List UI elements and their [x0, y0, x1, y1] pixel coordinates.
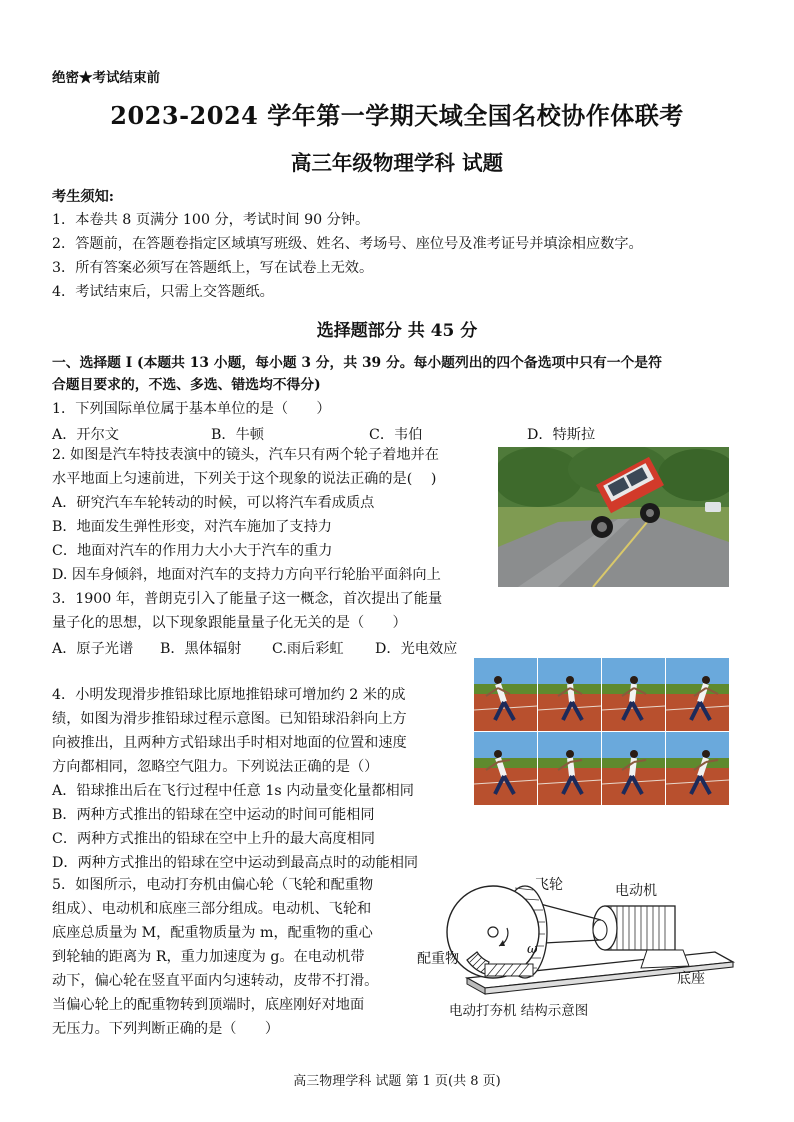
q1-option-d: D．特斯拉 [527, 427, 596, 443]
q5-stem-line: 底座总质量为 M，配重物质量为 m，配重物的重心 [52, 925, 373, 941]
q4-option-c: C．两种方式推出的铅球在空中上升的最大高度相同 [52, 831, 375, 847]
q3-stem-line: 量子化的思想，以下现象跟能量量子化无关的是（ ） [52, 615, 407, 631]
label-flywheel: 飞轮 [535, 877, 563, 893]
q2-stem-line: 2. 如图是汽车特技表演中的镜头，汽车只有两个轮子着地并在 [52, 447, 439, 463]
notice-item: 4．考试结束后，只需上交答题纸。 [52, 284, 274, 300]
exam-title: 2023-2024 学年第一学期天域全国名校协作体联考 [110, 101, 684, 130]
part-instructions-cont: 合题目要求的，不选、多选、错选均不得分) [52, 377, 321, 393]
q1-option-b: B．牛顿 [211, 427, 264, 443]
q5-stem-line: 动下，偏心轮在竖直平面内匀速转动，皮带不打滑。 [52, 973, 379, 989]
q4-option-d: D．两种方式推出的铅球在空中运动到最高点时的动能相同 [52, 855, 419, 871]
q2-option-a: A．研究汽车车轮转动的时候，可以将汽车看成质点 [52, 495, 375, 511]
q5-stem-line: 无压力。下列判断正确的是（ ） [52, 1021, 280, 1037]
q1-option-c: C．韦伯 [369, 427, 423, 443]
page-footer: 高三物理学科 试题 第 1 页(共 8 页) [293, 1074, 501, 1089]
q3-option-c: C.雨后彩虹 [272, 641, 344, 657]
q1-option-a: A．开尔文 [52, 427, 119, 443]
q5-stem-line: 5．如图所示，电动打夯机由偏心轮（飞轮和配重物 [52, 877, 374, 893]
q2-option-b: B．地面发生弹性形变，对汽车施加了支持力 [52, 519, 332, 535]
q3-stem-line: 3．1900 年，普朗克引入了能量子这一概念，首次提出了能量 [52, 591, 443, 607]
label-base: 底座 [677, 971, 705, 987]
figure-caption: 电动打夯机 结构示意图 [449, 1003, 589, 1019]
car-stunt-photo [498, 447, 729, 587]
notice-heading: 考生须知: [52, 189, 114, 205]
q2-stem-line: 水平地面上匀速前进，下列关于这个现象的说法正确的是( ) [52, 471, 437, 487]
notice-item: 3．所有答案必须写在答题纸上，写在试卷上无效。 [52, 260, 374, 276]
q4-stem-line: 绩，如图为滑步推铅球过程示意图。已知铅球沿斜向上方 [52, 711, 407, 727]
confidential-mark: 绝密★考试结束前 [52, 70, 160, 86]
q5-stem-line: 到轮轴的距离为 R，重力加速度为 g。在电动机带 [52, 949, 365, 965]
q4-option-a: A．铅球推出后在飞行过程中任意 1s 内动量变化量都相同 [52, 783, 414, 799]
tamper-diagram [415, 870, 745, 1030]
label-omega: ω [527, 942, 538, 957]
q3-option-b: B．黑体辐射 [160, 641, 242, 657]
q3-option-a: A．原子光谱 [52, 641, 134, 657]
exam-subtitle: 高三年级物理学科 试题 [290, 151, 504, 175]
q4-stem-line: 方向都相同，忽略空气阻力。下列说法正确的是（） [52, 759, 379, 775]
notice-item: 2．答题前，在答题卷指定区域填写班级、姓名、考场号、座位号及准考证号并填涂相应数字。 [52, 236, 643, 252]
q2-option-c: C．地面对汽车的作用力大小大于汽车的重力 [52, 543, 333, 559]
q4-option-b: B．两种方式推出的铅球在空中运动的时间可能相同 [52, 807, 375, 823]
q3-option-d: D．光电效应 [375, 641, 458, 657]
notice-item: 1．本卷共 8 页满分 100 分，考试时间 90 分钟。 [52, 212, 370, 228]
label-counterweight: 配重物 [417, 951, 459, 967]
q2-option-d: D. 因车身倾斜，地面对汽车的支持力方向平行轮胎平面斜向上 [52, 567, 441, 583]
part-instructions: 一、选择题 I (本题共 13 小题，每小题 3 分，共 39 分。每小题列出的四个备选项中只有一个是符 [52, 355, 662, 371]
q1-stem: 1．下列国际单位属于基本单位的是（ ） [52, 401, 331, 417]
q4-stem-line: 4．小明发现滑步推铅球比原地推铅球可增加约 2 米的成 [52, 687, 406, 703]
q5-stem-line: 当偏心轮上的配重物转到顶端时，底座刚好对地面 [52, 997, 365, 1013]
section-title: 选择题部分 共 45 分 [316, 321, 478, 341]
label-motor: 电动机 [615, 883, 657, 899]
q5-stem-line: 组成）、电动机和底座三部分组成。电动机、飞轮和 [52, 901, 372, 917]
q4-stem-line: 向被推出，且两种方式铅球出手时相对地面的位置和速度 [52, 735, 407, 751]
shot-put-sequence-photo [474, 658, 730, 806]
